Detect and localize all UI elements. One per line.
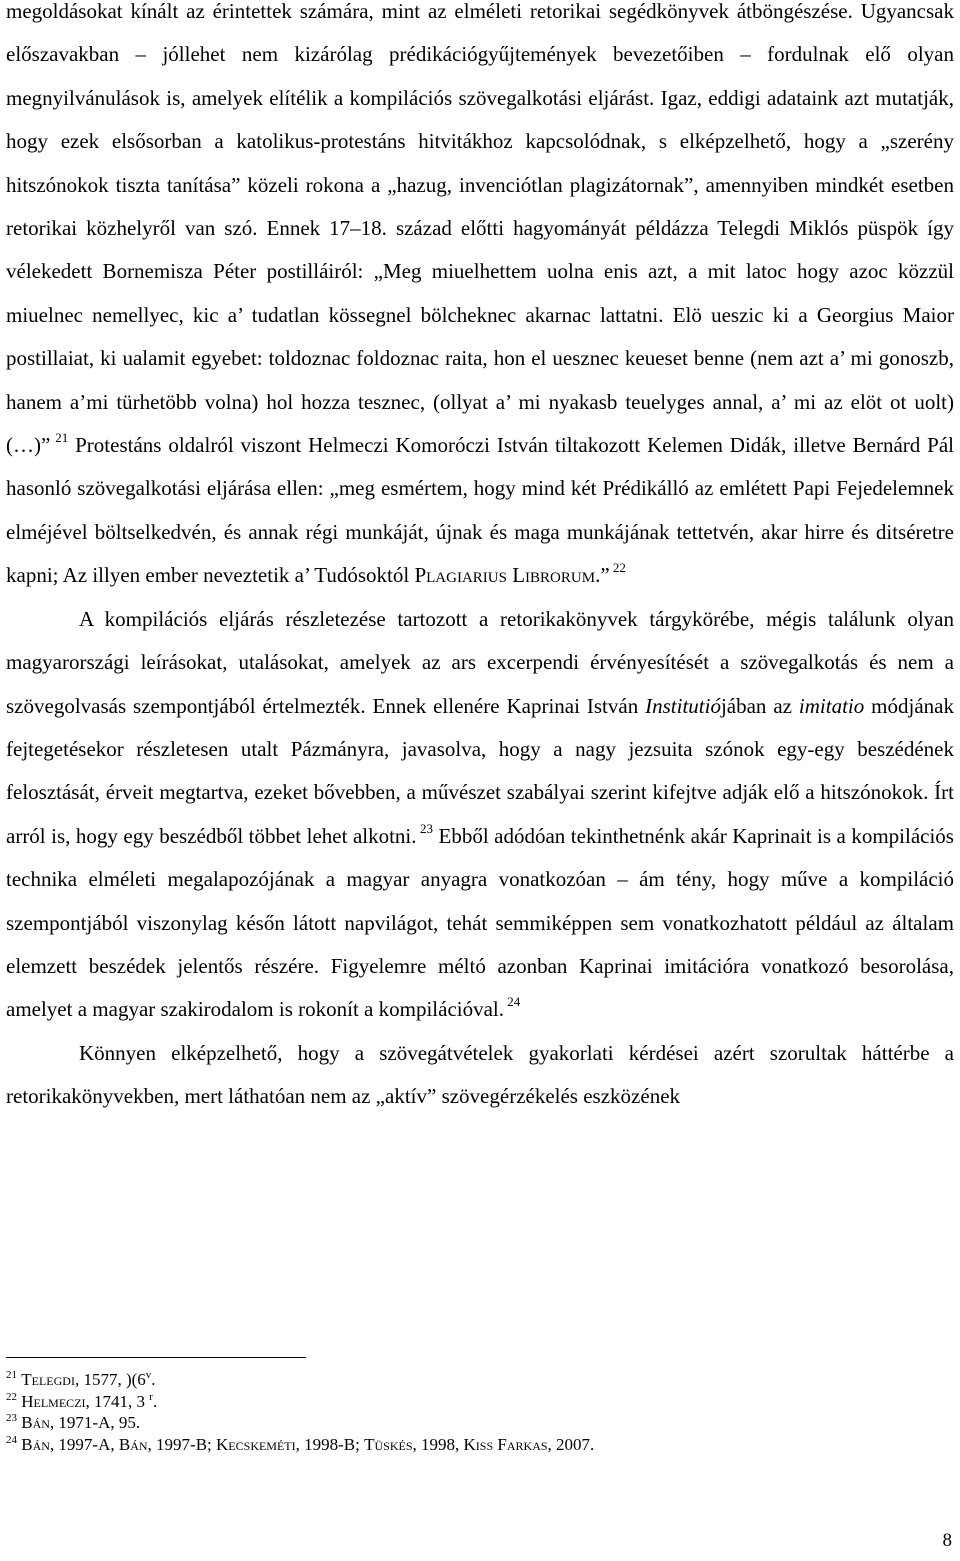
text-run: , 1998, <box>412 1434 464 1454</box>
small-caps-text: Helmeczi <box>21 1391 86 1411</box>
text-run: , 1577, )(6 <box>74 1370 146 1389</box>
footnote-reference: v <box>145 1369 152 1381</box>
text-run: . <box>152 1391 158 1411</box>
footnotes <box>6 1369 906 1455</box>
paragraph <box>6 598 954 1032</box>
footnote <box>6 1369 906 1391</box>
italic-text: imitatio <box>798 693 865 718</box>
small-caps-text: Kecskeméti <box>216 1434 296 1454</box>
text-run: megoldásokat kínált az érintettek számára, mint az elméleti retorikai segédkönyvek átböngészése. Ugyancsak előszavakban – jóllehet nem kizárólag prédikációgyűjtemények bevezetőiben – fordulnak elő olyan megnyilvánulások is, amelyek elítélik a kompilációs szövegalkotási eljárást. Igaz, eddigi adataink azt mutatják, hogy ezek elsősorban a katolikus-protestáns hitvitákhoz kapcsolódnak, s elképzelhető, hogy a „szerény hitszónokok tiszta tanítása” közeli rokona a „hazug, invenciótlan plagizátornak”, amennyiben mindkét esetben retorikai közhelyről van szó. Ennek 17–18. század előtti hagyományát példázza Telegdi Miklós püspök így vélekedett Bornemisza Péter postilláiról: „Meg miuelhettem uolna enis azt, a mit latoc hogy azoc közzül miuelnec nemellyec, kic a’ tudatlan kössegnel bölcheknec akarnac lattatni. Elö ueszic ki a Georgius Maior postillaiat, ki ualamit egyebet: toldoznac foldoznac raita, hon el uesznec keueset benne (nem azt a’ mi gonoszb, hanem a’mi türhetöbb volna) hol hozza tesznec, (ollyat a’ mi nyakasb teuelyges annal, a’ mi az elöt ot uolt) (…)” <box>6 0 954 458</box>
page-number: 8 <box>942 1530 952 1551</box>
footnote-reference: 22 <box>609 560 626 576</box>
small-caps-text: Plagiarius Librorum <box>414 563 596 588</box>
footnote-reference: r <box>149 1390 153 1403</box>
footnote-reference: 23 <box>6 1412 17 1424</box>
footnote-reference: 23 <box>416 820 434 836</box>
text-run: A kompilációs eljárás részletezése tartozott a retorikakönyvek tárgykörébe, mégis találunk olyan magyarországi leírásokat, utalásokat, amelyek az ars excerpendi érvényesítését a szövegalkotás és nem a szövegolvasás szempontjából értelmezték. Ennek ellenére Kaprinai István <box>6 606 954 718</box>
small-caps-text: Bán <box>118 1434 148 1454</box>
small-caps-text: Bán <box>21 1413 50 1432</box>
footnote-reference: 24 <box>6 1433 17 1446</box>
text-run: , 1741, 3 <box>85 1391 150 1411</box>
text-run: , 1998-B; <box>295 1434 365 1454</box>
body-text <box>6 0 954 1119</box>
paragraph <box>6 1032 954 1119</box>
footnote-reference: 22 <box>6 1390 17 1403</box>
italic-text: Institutió <box>645 693 721 718</box>
text-run: , 1997-B; <box>147 1434 217 1454</box>
footnote <box>6 1391 906 1413</box>
footnote-reference: 21 <box>50 430 69 446</box>
small-caps-text: Tüskés <box>364 1434 413 1454</box>
small-caps-text: Kiss Farkas <box>463 1434 548 1454</box>
text-run: . <box>151 1370 156 1389</box>
text-run: Protestáns oldalról viszont Helmeczi Komoróczi István tiltakozott Kelemen Didák, illetve Bernárd Pál hasonló szövegalkotási eljárása ellen: „meg esmértem, hogy mind két Prédikálló az emlétett Papi Fejedelemnek elméjével böltselkedvén, és annak régi munkáját, újnak és maga munkájának tettetvén, akar hirre és ditséretre kapni; Az illyen ember neveztetik a’ Tudósoktól <box>6 433 955 588</box>
footnote <box>6 1434 906 1456</box>
paragraph <box>6 0 954 598</box>
text-run: módjának fejtegetésekor részletesen utalt Pázmányra, javasolva, hogy a nagy jezsuita szónok egy-egy beszédének felosztását, érveit megtartva, ezeket bővebben, a művészet szabályai szerint kifejtve adják elő a hitszónokok. Írt arról is, hogy egy beszédből többet lehet alkotni. <box>6 693 954 848</box>
small-caps-text: Telegdi <box>21 1370 75 1389</box>
text-run: Ebből adódóan tekinthetnénk akár Kaprinait is a kompilációs technika elméleti megalapozójának a magyar anyagra vonatkozóan – ám tény, hogy műve a kompiláció szempontjából viszonylag későn látott napvilágot, tehát semmiképpen sem vonatkozhatott például az általam elemzett beszédek jelentős részére. Figyelemre méltó azonban Kaprinai imitációra vonatkozó besorolása, amelyet a magyar szakirodalom is rokonít a kompilációval. <box>6 823 954 1022</box>
text-run: , 1971-A, 95. <box>49 1413 141 1432</box>
text-run: , 2007. <box>547 1434 595 1454</box>
footnote-reference: 24 <box>504 994 521 1010</box>
text-run: .” <box>595 563 610 588</box>
text-run: , 1997-A, <box>49 1434 119 1454</box>
footnote <box>6 1412 906 1434</box>
footnote-reference: 21 <box>6 1369 17 1381</box>
text-run: Könnyen elképzelhető, hogy a szövegátvételek gyakorlati kérdései azért szorultak háttérbe a retorikakönyvekben, mert láthatóan nem az „aktív” szövegérzékelés eszközének <box>6 1040 954 1109</box>
small-caps-text: Bán <box>21 1434 50 1454</box>
text-run: jában az <box>720 693 799 718</box>
footnote-separator <box>6 1357 306 1358</box>
